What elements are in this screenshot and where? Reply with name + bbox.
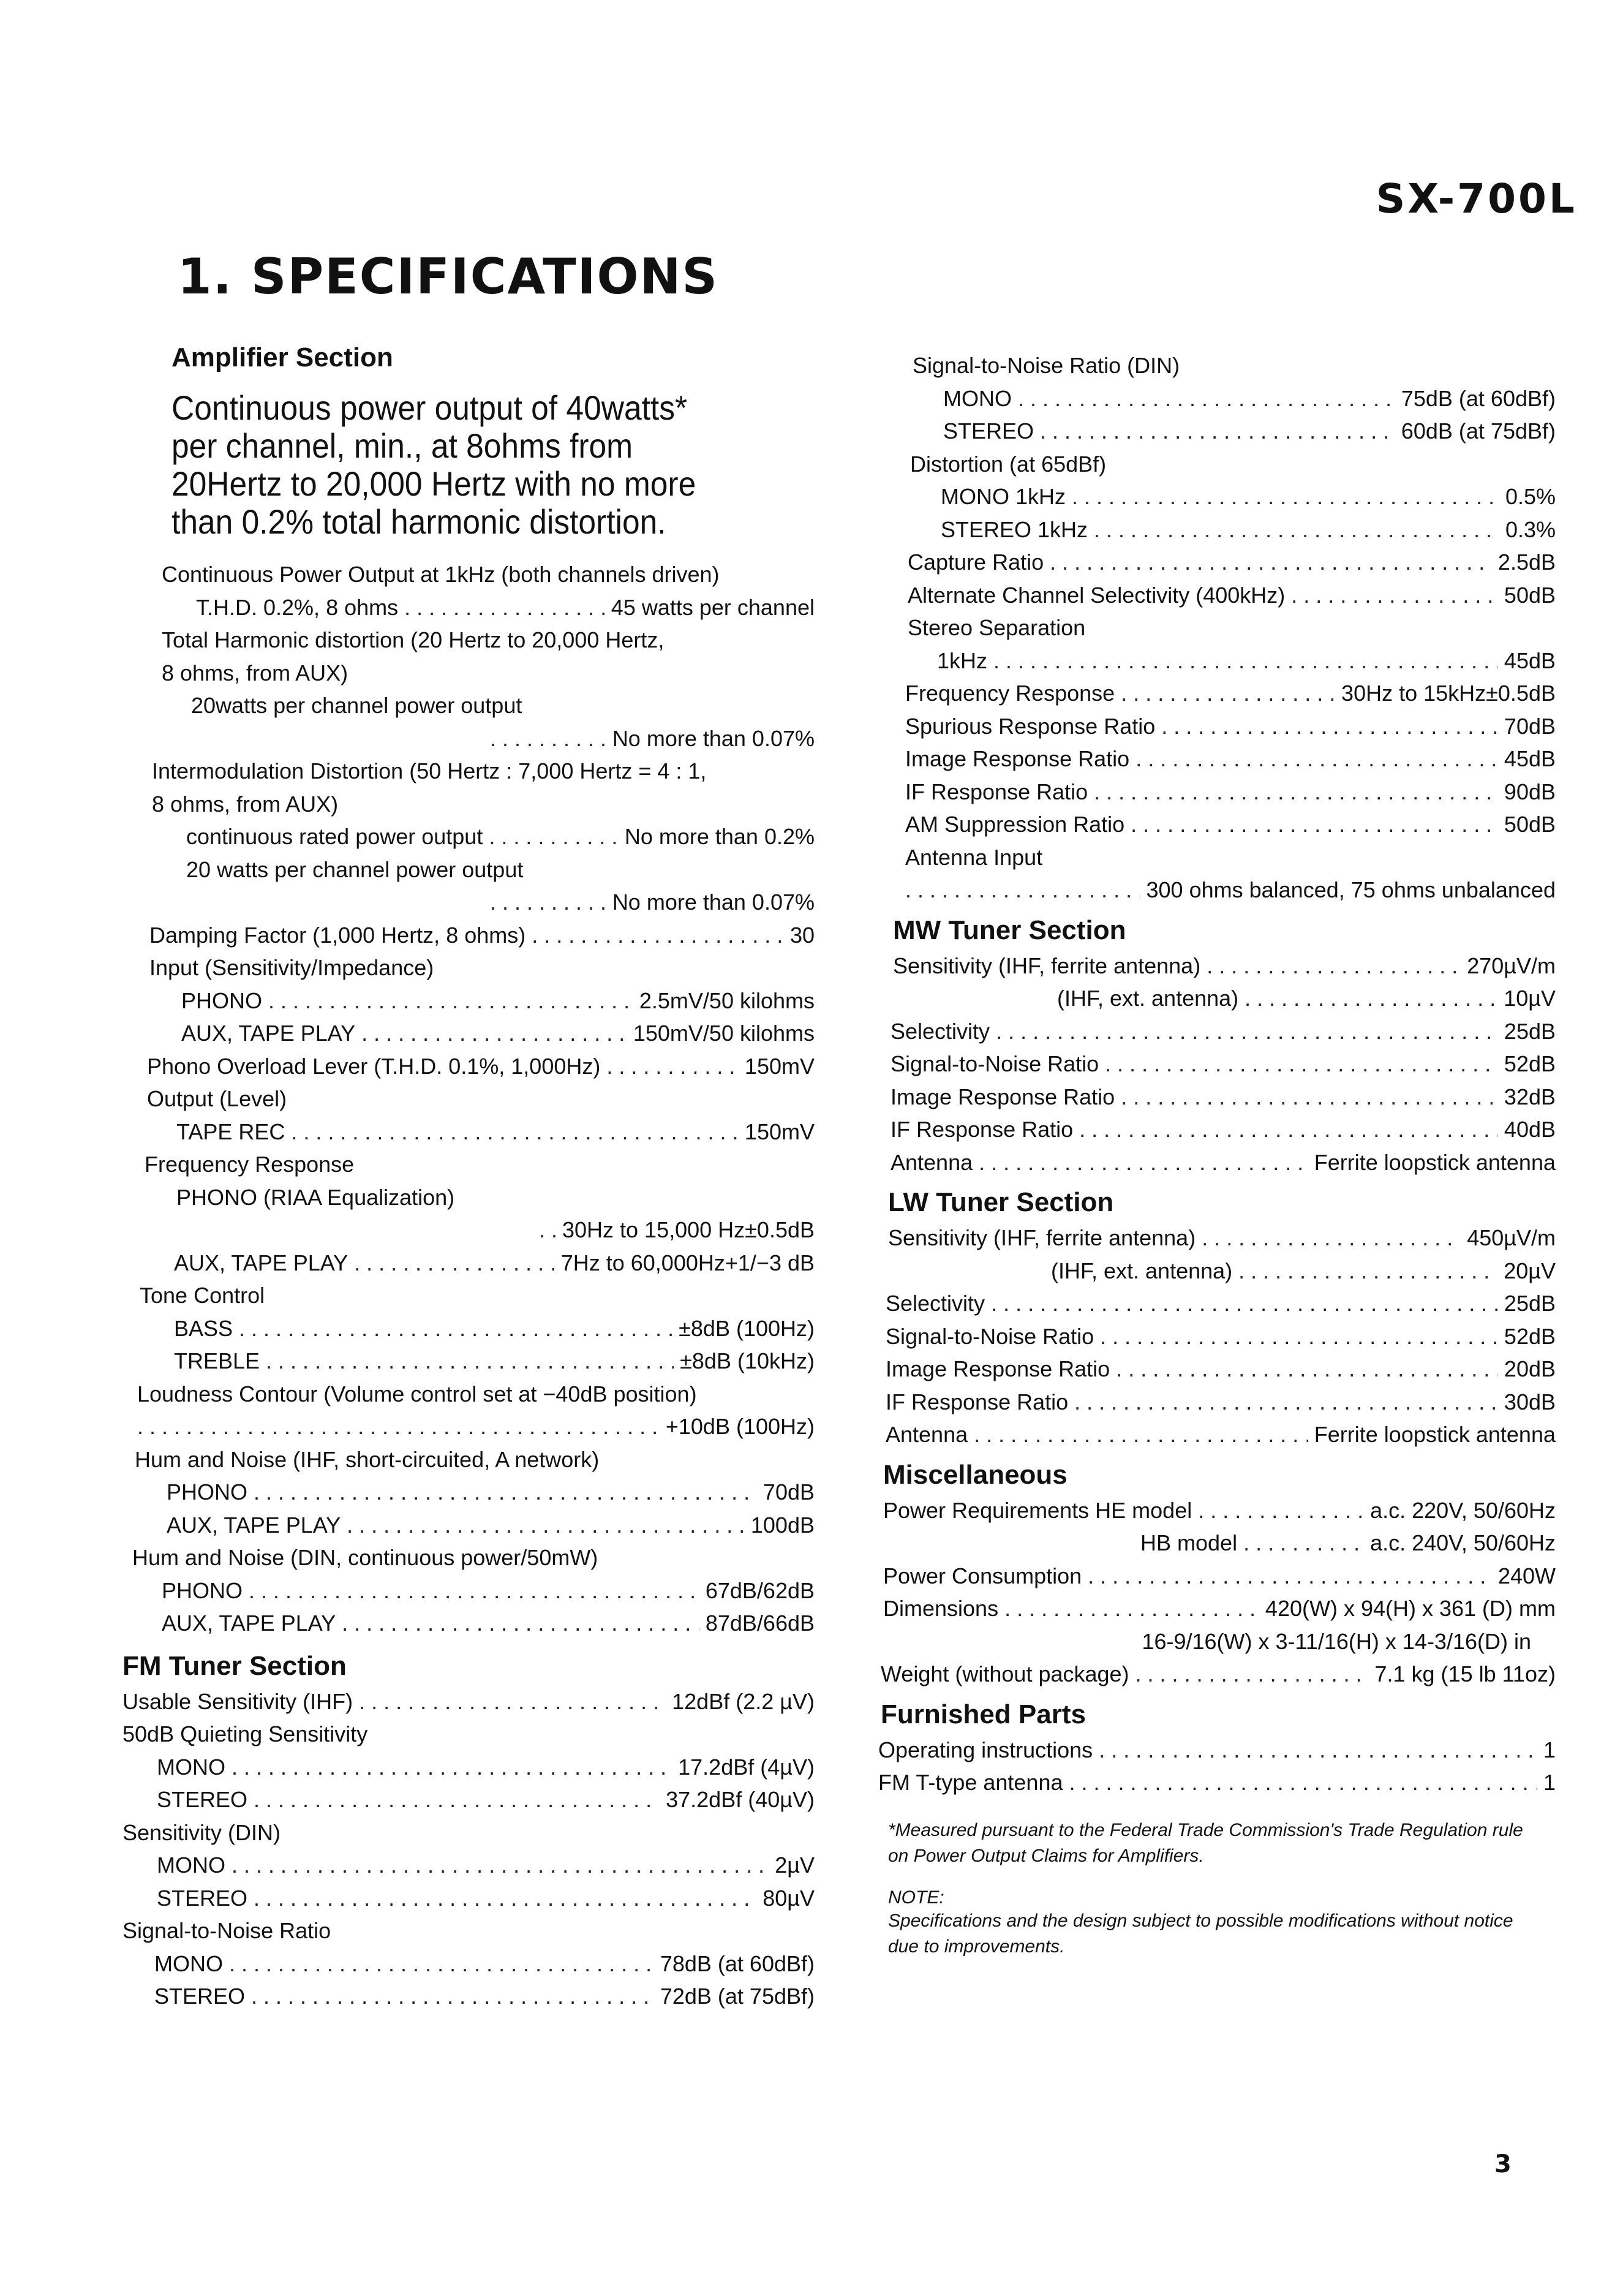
leader-dots [991, 1287, 1498, 1320]
spec-label: STEREO [154, 1984, 246, 2009]
spec-label: Signal-to-Noise Ratio [891, 1051, 1099, 1076]
spec-line: 50dB Quieting Sensitivity [122, 1721, 368, 1747]
spec-value: 150mV [744, 1053, 815, 1079]
leader-dots [347, 1509, 745, 1542]
right-column [876, 349, 1556, 1960]
spec-label: Selectivity [886, 1291, 985, 1316]
leader-dots [249, 1574, 699, 1607]
spec-value: No more than 0.07% [612, 725, 815, 751]
spec-value: 2µV [775, 1852, 815, 1878]
spec-row [122, 1476, 815, 1509]
spec-label: STEREO [157, 1885, 248, 1911]
spec-label: FM T-type antenna [878, 1770, 1063, 1795]
spec-line: Hum and Noise (DIN, continuous power/50mW) [132, 1545, 598, 1570]
spec-label: MONO [157, 1754, 225, 1780]
spec-value: 10µV [1504, 986, 1556, 1011]
leader-dots [1050, 546, 1492, 579]
spec-row [122, 1607, 815, 1640]
spec-row [876, 950, 1556, 983]
spec-row [876, 1592, 1556, 1625]
spec-value: 20µV [1504, 1258, 1556, 1283]
leader-dots [254, 1783, 660, 1816]
spec-value: ±8dB (10kHz) [680, 1348, 815, 1373]
fm-tuner-section-heading: FM Tuner Section [122, 1650, 347, 1681]
spec-row [876, 1527, 1556, 1560]
spec-row [122, 1345, 815, 1378]
spec-label: STEREO [943, 418, 1034, 444]
spec-value: 150mV/50 kilohms [633, 1021, 815, 1046]
spec-value: 30dB [1504, 1389, 1556, 1414]
spec-value: 60dB (at 75dBf) [1401, 418, 1556, 444]
spec-row [122, 1751, 815, 1784]
leader-dots [1198, 1494, 1364, 1527]
leader-dots [1099, 1734, 1537, 1767]
spec-value: 50dB [1504, 812, 1556, 837]
spec-line: Antenna Input [905, 844, 1043, 870]
leader-dots [996, 1015, 1498, 1048]
spec-value: 270µV/m [1467, 953, 1556, 978]
spec-value: Ferrite loopstick antenna [1314, 1149, 1556, 1175]
spec-label: TAPE REC [176, 1119, 285, 1144]
spec-value: 30Hz to 15kHz±0.5dB [1341, 681, 1556, 706]
spec-label: PHONO [162, 1577, 243, 1603]
mw-tuner-section-heading: MW Tuner Section [893, 915, 1126, 945]
spec-value: 37.2dBf (40µV) [666, 1787, 815, 1812]
spec-row [876, 1081, 1556, 1114]
spec-value: 52dB [1504, 1051, 1556, 1076]
spec-value: No more than 0.07% [612, 889, 815, 915]
leader-dots [1135, 742, 1498, 776]
spec-row [122, 984, 815, 1018]
spec-row [122, 591, 815, 624]
spec-value: 78dB (at 60dBf) [660, 1950, 815, 1976]
spec-line: Output (Level) [147, 1086, 287, 1111]
spec-row [122, 1050, 815, 1083]
spec-label: IF Response Ratio [886, 1389, 1069, 1414]
spec-row [876, 742, 1556, 776]
leader-dots [1105, 1048, 1498, 1081]
spec-value: 50dB [1504, 582, 1556, 608]
spec-row [876, 1146, 1556, 1179]
spec-line: Signal-to-Noise Ratio (DIN) [913, 353, 1180, 378]
spec-label: AM Suppression Ratio [905, 812, 1125, 837]
spec-row [876, 480, 1556, 513]
leader-dots [1040, 415, 1395, 448]
spec-value: 7Hz to 60,000Hz+1/−3 dB [560, 1250, 815, 1275]
spec-row [876, 1320, 1556, 1353]
spec-line: 8 ohms, from AUX) [162, 660, 348, 685]
spec-label: MONO 1kHz [941, 484, 1066, 509]
spec-label: Frequency Response [905, 681, 1115, 706]
spec-row [876, 776, 1556, 809]
spec-row [122, 886, 815, 919]
spec-label: MONO [157, 1852, 225, 1878]
spec-value: 87dB/66dB [705, 1611, 815, 1636]
leader-dots [1088, 1560, 1492, 1593]
spec-value: Ferrite loopstick antenna [1314, 1422, 1556, 1447]
spec-row [876, 513, 1556, 546]
spec-value: 32dB [1504, 1084, 1556, 1109]
spec-label: Power Consumption [883, 1563, 1082, 1588]
leader-dots [1131, 808, 1498, 841]
spec-row [876, 874, 1556, 907]
spec-row [876, 1287, 1556, 1320]
leader-dots [239, 1312, 672, 1345]
leader-dots [268, 984, 633, 1018]
spec-line: Intermodulation Distortion (50 Hertz : 7,000 Hertz = 4 : 1, [152, 758, 707, 784]
spec-row [876, 644, 1556, 678]
leader-dots [232, 1751, 672, 1784]
leader-dots [1135, 1658, 1369, 1691]
leader-dots [137, 1410, 660, 1443]
spec-value: 2.5dB [1497, 549, 1556, 575]
spec-label: Image Response Ratio [905, 746, 1130, 771]
spec-row [876, 1353, 1556, 1386]
spec-value: 420(W) x 94(H) x 361 (D) mm [1265, 1596, 1556, 1621]
spec-value: +10dB (100Hz) [665, 1414, 815, 1439]
leader-dots [532, 919, 784, 952]
spec-row [122, 1214, 815, 1247]
spec-value: No more than 0.2% [624, 824, 815, 849]
leader-dots [1202, 1222, 1461, 1255]
spec-value: 1 [1543, 1737, 1556, 1762]
spec-line: Loudness Contour (Volume control set at −40dB position) [137, 1381, 697, 1407]
spec-line: Tone Control [140, 1283, 265, 1308]
spec-row [122, 1312, 815, 1345]
left-column [122, 334, 815, 2013]
leader-dots [1238, 1255, 1497, 1288]
spec-label: PHONO [167, 1479, 248, 1505]
spec-row [876, 1048, 1556, 1081]
spec-label: Usable Sensitivity (IHF) [122, 1688, 353, 1714]
spec-label: Alternate Channel Selectivity (400kHz) [908, 582, 1286, 608]
leader-dots [1116, 1353, 1498, 1386]
spec-row [876, 982, 1556, 1015]
spec-row [122, 1116, 815, 1149]
spec-row [122, 722, 815, 755]
spec-row [122, 1574, 815, 1607]
spec-row [122, 1947, 815, 1981]
leader-dots [905, 874, 1140, 907]
leader-dots [1094, 513, 1499, 546]
leader-dots [1243, 1527, 1364, 1560]
spec-row [876, 1766, 1556, 1799]
spec-line: PHONO (RIAA Equalization) [176, 1184, 455, 1210]
spec-row [876, 1015, 1556, 1048]
spec-label: HB model [1140, 1530, 1238, 1555]
spec-value: 90dB [1504, 779, 1556, 804]
leader-dots [490, 886, 606, 919]
spec-value: 300 ohms balanced, 75 ohms unbalanced [1146, 877, 1556, 902]
spec-label: Sensitivity (IHF, ferrite antenna) [893, 953, 1201, 978]
leader-dots [1245, 982, 1497, 1015]
spec-label: STEREO 1kHz [941, 516, 1088, 542]
leader-dots [1291, 579, 1498, 612]
spec-row [876, 808, 1556, 841]
spec-value: 100dB [750, 1512, 815, 1538]
leader-dots [361, 1017, 627, 1050]
spec-row [122, 1509, 815, 1542]
spec-row [876, 1734, 1556, 1767]
leader-dots [254, 1882, 756, 1915]
leader-dots [1079, 1113, 1498, 1146]
spec-row [122, 919, 815, 952]
spec-label: IF Response Ratio [905, 779, 1088, 804]
spec-label: Weight (without package) [881, 1661, 1129, 1686]
leader-dots [254, 1476, 757, 1509]
spec-label: TREBLE [174, 1348, 260, 1373]
spec-value: ±8dB (100Hz) [679, 1315, 815, 1341]
spec-label: 1kHz [937, 648, 988, 673]
spec-label: Spurious Response Ratio [905, 713, 1156, 739]
spec-row [122, 1410, 815, 1443]
spec-value: 80µV [763, 1885, 815, 1911]
spec-row [876, 677, 1556, 710]
spec-label: Image Response Ratio [891, 1084, 1115, 1109]
spec-label: Antenna [891, 1149, 973, 1175]
spec-value: a.c. 240V, 50/60Hz [1370, 1530, 1556, 1555]
spec-value: 30 [789, 922, 815, 948]
spec-line: Stereo Separation [908, 615, 1086, 640]
leader-dots [229, 1947, 654, 1981]
spec-row [876, 1255, 1556, 1288]
miscellaneous-heading: Miscellaneous [883, 1459, 1068, 1490]
spec-value: 7.1 kg (15 lb 11oz) [1374, 1661, 1556, 1686]
leader-dots [539, 1214, 556, 1247]
spec-label: Damping Factor (1,000 Hertz, 8 ohms) [149, 922, 526, 948]
spec-row [122, 1882, 815, 1915]
leader-dots [490, 722, 606, 755]
leader-dots [1072, 480, 1499, 513]
note-heading: NOTE: [888, 1887, 944, 1908]
leader-dots [359, 1685, 666, 1718]
furnished-parts-heading: Furnished Parts [881, 1699, 1086, 1729]
spec-value: 70dB [1504, 713, 1556, 739]
leader-dots [1100, 1320, 1498, 1353]
page-title: 1. SPECIFICATIONS [178, 248, 719, 305]
spec-value: 25dB [1504, 1291, 1556, 1316]
spec-label: T.H.D. 0.2%, 8 ohms [196, 594, 399, 620]
spec-value: 1 [1543, 1770, 1556, 1795]
spec-value: 45dB [1504, 648, 1556, 673]
spec-value: 30Hz to 15,000 Hz±0.5dB [562, 1217, 815, 1242]
leader-dots [1094, 776, 1498, 809]
spec-row [876, 710, 1556, 743]
spec-label: MONO [943, 385, 1012, 411]
spec-value: 150mV [744, 1119, 815, 1144]
spec-line: Hum and Noise (IHF, short-circuited, A network) [135, 1446, 600, 1472]
spec-row [122, 1783, 815, 1816]
spec-row [122, 1685, 815, 1718]
spec-line: Continuous Power Output at 1kHz (both channels driven) [162, 562, 720, 587]
spec-label: MONO [154, 1950, 223, 1976]
leader-dots [1074, 1386, 1498, 1419]
leader-dots [232, 1849, 769, 1882]
spec-label: AUX, TAPE PLAY [167, 1512, 341, 1538]
spec-value: 45 watts per channel [611, 594, 815, 620]
spec-row [876, 1560, 1556, 1593]
spec-label: Phono Overload Lever (T.H.D. 0.1%, 1,000Hz) [147, 1053, 601, 1079]
spec-row [122, 1980, 815, 2013]
leader-dots [974, 1418, 1308, 1451]
spec-line: Input (Sensitivity/Impedance) [149, 955, 434, 980]
amplifier-section-heading: Amplifier Section [171, 342, 393, 372]
spec-value: 2.5mV/50 kilohms [639, 988, 815, 1013]
spec-row [876, 579, 1556, 612]
spec-label: Capture Ratio [908, 549, 1044, 575]
spec-value: 25dB [1504, 1018, 1556, 1044]
spec-line: 20watts per channel power output [191, 693, 522, 718]
leader-dots [1121, 1081, 1498, 1114]
spec-label: AUX, TAPE PLAY [162, 1611, 336, 1636]
spec-label: PHONO [181, 988, 263, 1013]
leader-dots [354, 1247, 555, 1280]
spec-value: 0.5% [1505, 484, 1556, 509]
spec-row [876, 1494, 1556, 1527]
spec-line: 20 watts per channel power output [186, 856, 524, 882]
leader-dots [404, 591, 605, 624]
leader-dots [979, 1146, 1308, 1179]
leader-dots [1004, 1592, 1259, 1625]
spec-label: (IHF, ext. antenna) [1051, 1258, 1233, 1283]
footnote: *Measured pursuant to the Federal Trade Commission's Trade Regulation rule on Power Output Claims for Amplifiers. [888, 1819, 1523, 1866]
spec-row [876, 1222, 1556, 1255]
spec-label: Sensitivity (IHF, ferrite antenna) [888, 1225, 1196, 1250]
model-name: SX-700L [1376, 175, 1577, 222]
spec-row [876, 1386, 1556, 1419]
note-text: Specifications and the design subject to possible modifications without notice due to improvements. [888, 1910, 1513, 1957]
spec-line: 8 ohms, from AUX) [152, 791, 339, 817]
spec-label: IF Response Ratio [891, 1117, 1074, 1142]
spec-line: Frequency Response [145, 1152, 355, 1177]
spec-value: 12dBf (2.2 µV) [672, 1688, 815, 1714]
spec-label: BASS [174, 1315, 233, 1341]
spec-label: Power Requirements HE model [883, 1497, 1192, 1523]
spec-value: 40dB [1504, 1117, 1556, 1142]
leader-dots [266, 1345, 674, 1378]
spec-label: continuous rated power output [186, 824, 483, 849]
spec-row [122, 1849, 815, 1882]
spec-label: AUX, TAPE PLAY [181, 1021, 356, 1046]
spec-value: 75dB (at 60dBf) [1401, 385, 1556, 411]
spec-row [876, 1418, 1556, 1451]
spec-value: 17.2dBf (4µV) [678, 1754, 815, 1780]
spec-value: 0.3% [1505, 516, 1556, 542]
spec-value: 240W [1497, 1563, 1556, 1588]
spec-line: Total Harmonic distortion (20 Hertz to 20,000 Hertz, [162, 627, 665, 652]
spec-label: STEREO [157, 1787, 248, 1812]
leader-dots [342, 1607, 699, 1640]
spec-row [876, 1658, 1556, 1691]
spec-label: Image Response Ratio [886, 1356, 1110, 1381]
spec-label: Signal-to-Noise Ratio [886, 1323, 1094, 1349]
spec-row [122, 820, 815, 853]
leader-dots [1161, 710, 1498, 743]
lw-tuner-section-heading: LW Tuner Section [888, 1187, 1114, 1217]
spec-value: 72dB (at 75dBf) [660, 1984, 815, 2009]
spec-label: Dimensions [883, 1596, 999, 1621]
leader-dots [251, 1980, 654, 2013]
spec-label: Antenna [886, 1422, 968, 1447]
leader-dots [291, 1116, 739, 1149]
spec-value: 70dB [763, 1479, 815, 1505]
leader-dots [489, 820, 618, 853]
spec-line: 16-9/16(W) x 3-11/16(H) x 14-3/16(D) in [1142, 1628, 1531, 1654]
leader-dots [606, 1050, 739, 1083]
spec-value: 67dB/62dB [705, 1577, 815, 1603]
ftc-power-statement: Continuous power output of 40watts* per channel, min., at 8ohms from 20Hertz to 20,000 Hertz with no more than 0.2% total harmonic distortion. [171, 388, 696, 541]
page-number: 3 [1494, 2150, 1512, 2178]
spec-label: Selectivity [891, 1018, 990, 1044]
leader-dots [1018, 382, 1395, 415]
spec-row [122, 1247, 815, 1280]
spec-label: Operating instructions [878, 1737, 1093, 1762]
spec-line: Sensitivity (DIN) [122, 1819, 281, 1845]
spec-label: AUX, TAPE PLAY [174, 1250, 348, 1275]
spec-value: 450µV/m [1467, 1225, 1556, 1250]
spec-row [122, 1017, 815, 1050]
spec-row [876, 546, 1556, 579]
spec-value: 52dB [1504, 1323, 1556, 1349]
spec-line: Distortion (at 65dBf) [910, 451, 1107, 477]
spec-value: a.c. 220V, 50/60Hz [1370, 1497, 1556, 1523]
spec-value: 45dB [1504, 746, 1556, 771]
spec-value: 20dB [1504, 1356, 1556, 1381]
leader-dots [1207, 950, 1461, 983]
spec-row [876, 382, 1556, 415]
leader-dots [1121, 677, 1335, 710]
spec-row [876, 415, 1556, 448]
spec-row [876, 1113, 1556, 1146]
spec-line: Signal-to-Noise Ratio [122, 1918, 331, 1943]
leader-dots [993, 644, 1498, 678]
leader-dots [1069, 1766, 1537, 1799]
spec-label: (IHF, ext. antenna) [1057, 986, 1239, 1011]
